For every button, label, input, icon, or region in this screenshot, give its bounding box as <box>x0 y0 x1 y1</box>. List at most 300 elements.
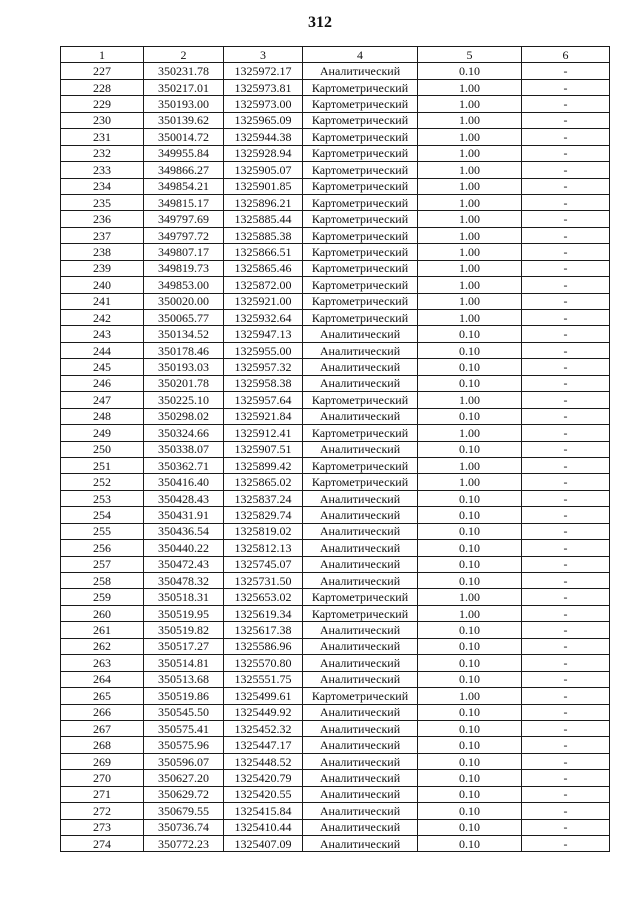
accuracy-cell: 1.00 <box>418 688 522 704</box>
y-coordinate-cell: 1325865.46 <box>224 260 303 276</box>
note-cell: - <box>522 244 610 260</box>
y-coordinate-cell: 1325570.80 <box>224 655 303 671</box>
accuracy-cell: 0.10 <box>418 655 522 671</box>
y-coordinate-cell: 1325551.75 <box>224 671 303 687</box>
y-coordinate-cell: 1325415.84 <box>224 803 303 819</box>
point-number-cell: 248 <box>61 408 144 424</box>
accuracy-cell: 1.00 <box>418 605 522 621</box>
x-coordinate-cell: 350519.86 <box>144 688 224 704</box>
point-number-cell: 263 <box>61 655 144 671</box>
table-row <box>61 589 610 605</box>
table-row <box>61 490 610 506</box>
point-number-cell: 231 <box>61 129 144 145</box>
point-number-cell: 252 <box>61 474 144 490</box>
y-coordinate-cell: 1325872.00 <box>224 277 303 293</box>
point-number-cell: 230 <box>61 112 144 128</box>
column-header: 6 <box>522 47 610 63</box>
accuracy-cell: 1.00 <box>418 457 522 473</box>
point-number-cell: 273 <box>61 819 144 835</box>
y-coordinate-cell: 1325653.02 <box>224 589 303 605</box>
x-coordinate-cell: 350225.10 <box>144 392 224 408</box>
accuracy-cell: 0.10 <box>418 786 522 802</box>
y-coordinate-cell: 1325586.96 <box>224 638 303 654</box>
point-number-cell: 270 <box>61 770 144 786</box>
note-cell: - <box>522 326 610 342</box>
x-coordinate-cell: 349807.17 <box>144 244 224 260</box>
table-row <box>61 342 610 358</box>
x-coordinate-cell: 350736.74 <box>144 819 224 835</box>
table-header-row <box>61 47 610 63</box>
x-coordinate-cell: 349815.17 <box>144 194 224 210</box>
point-number-cell: 250 <box>61 441 144 457</box>
x-coordinate-cell: 350545.50 <box>144 704 224 720</box>
point-number-cell: 247 <box>61 392 144 408</box>
accuracy-cell: 0.10 <box>418 819 522 835</box>
accuracy-cell: 0.10 <box>418 720 522 736</box>
method-cell: Аналитический <box>303 770 418 786</box>
method-cell: Аналитический <box>303 622 418 638</box>
method-cell: Аналитический <box>303 359 418 375</box>
accuracy-cell: 1.00 <box>418 112 522 128</box>
accuracy-cell: 0.10 <box>418 622 522 638</box>
note-cell: - <box>522 457 610 473</box>
table-row <box>61 96 610 112</box>
x-coordinate-cell: 350134.52 <box>144 326 224 342</box>
accuracy-cell: 1.00 <box>418 211 522 227</box>
accuracy-cell: 0.10 <box>418 753 522 769</box>
x-coordinate-cell: 350596.07 <box>144 753 224 769</box>
column-header: 1 <box>61 47 144 63</box>
x-coordinate-cell: 349955.84 <box>144 145 224 161</box>
x-coordinate-cell: 350362.71 <box>144 457 224 473</box>
point-number-cell: 236 <box>61 211 144 227</box>
accuracy-cell: 0.10 <box>418 359 522 375</box>
accuracy-cell: 0.10 <box>418 63 522 79</box>
table-row <box>61 836 610 852</box>
table-row <box>61 720 610 736</box>
y-coordinate-cell: 1325619.34 <box>224 605 303 621</box>
method-cell: Картометрический <box>303 129 418 145</box>
note-cell: - <box>522 408 610 424</box>
accuracy-cell: 1.00 <box>418 277 522 293</box>
y-coordinate-cell: 1325944.38 <box>224 129 303 145</box>
point-number-cell: 262 <box>61 638 144 654</box>
note-cell: - <box>522 342 610 358</box>
point-number-cell: 265 <box>61 688 144 704</box>
table-row <box>61 457 610 473</box>
point-number-cell: 244 <box>61 342 144 358</box>
method-cell: Картометрический <box>303 211 418 227</box>
accuracy-cell: 1.00 <box>418 227 522 243</box>
method-cell: Аналитический <box>303 556 418 572</box>
table-row <box>61 803 610 819</box>
table-row <box>61 277 610 293</box>
accuracy-cell: 0.10 <box>418 573 522 589</box>
x-coordinate-cell: 349797.72 <box>144 227 224 243</box>
table-row <box>61 244 610 260</box>
column-header: 5 <box>418 47 522 63</box>
point-number-cell: 266 <box>61 704 144 720</box>
y-coordinate-cell: 1325866.51 <box>224 244 303 260</box>
y-coordinate-cell: 1325928.94 <box>224 145 303 161</box>
y-coordinate-cell: 1325973.81 <box>224 79 303 95</box>
x-coordinate-cell: 350575.96 <box>144 737 224 753</box>
x-coordinate-cell: 350519.82 <box>144 622 224 638</box>
note-cell: - <box>522 573 610 589</box>
note-cell: - <box>522 425 610 441</box>
coordinates-table <box>60 46 610 852</box>
point-number-cell: 245 <box>61 359 144 375</box>
method-cell: Картометрический <box>303 310 418 326</box>
table-row <box>61 474 610 490</box>
accuracy-cell: 0.10 <box>418 704 522 720</box>
point-number-cell: 237 <box>61 227 144 243</box>
method-cell: Аналитический <box>303 441 418 457</box>
accuracy-cell: 0.10 <box>418 507 522 523</box>
method-cell: Аналитический <box>303 523 418 539</box>
table-row <box>61 753 610 769</box>
accuracy-cell: 1.00 <box>418 392 522 408</box>
table-row <box>61 260 610 276</box>
x-coordinate-cell: 349819.73 <box>144 260 224 276</box>
accuracy-cell: 1.00 <box>418 425 522 441</box>
table-row <box>61 392 610 408</box>
table-row <box>61 655 610 671</box>
x-coordinate-cell: 349853.00 <box>144 277 224 293</box>
note-cell: - <box>522 803 610 819</box>
x-coordinate-cell: 350428.43 <box>144 490 224 506</box>
method-cell: Картометрический <box>303 605 418 621</box>
x-coordinate-cell: 350772.23 <box>144 836 224 852</box>
x-coordinate-cell: 350478.32 <box>144 573 224 589</box>
table-row <box>61 178 610 194</box>
method-cell: Аналитический <box>303 375 418 391</box>
note-cell: - <box>522 310 610 326</box>
x-coordinate-cell: 350679.55 <box>144 803 224 819</box>
point-number-cell: 241 <box>61 293 144 309</box>
point-number-cell: 228 <box>61 79 144 95</box>
method-cell: Картометрический <box>303 96 418 112</box>
accuracy-cell: 0.10 <box>418 556 522 572</box>
y-coordinate-cell: 1325958.38 <box>224 375 303 391</box>
y-coordinate-cell: 1325837.24 <box>224 490 303 506</box>
y-coordinate-cell: 1325907.51 <box>224 441 303 457</box>
y-coordinate-cell: 1325452.32 <box>224 720 303 736</box>
note-cell: - <box>522 145 610 161</box>
note-cell: - <box>522 211 610 227</box>
accuracy-cell: 0.10 <box>418 523 522 539</box>
note-cell: - <box>522 655 610 671</box>
y-coordinate-cell: 1325448.52 <box>224 753 303 769</box>
column-header: 3 <box>224 47 303 63</box>
point-number-cell: 251 <box>61 457 144 473</box>
method-cell: Картометрический <box>303 178 418 194</box>
x-coordinate-cell: 350575.41 <box>144 720 224 736</box>
x-coordinate-cell: 350629.72 <box>144 786 224 802</box>
x-coordinate-cell: 349797.69 <box>144 211 224 227</box>
point-number-cell: 268 <box>61 737 144 753</box>
note-cell: - <box>522 688 610 704</box>
note-cell: - <box>522 277 610 293</box>
method-cell: Аналитический <box>303 836 418 852</box>
table-row <box>61 688 610 704</box>
accuracy-cell: 1.00 <box>418 260 522 276</box>
point-number-cell: 233 <box>61 162 144 178</box>
accuracy-cell: 1.00 <box>418 162 522 178</box>
method-cell: Аналитический <box>303 490 418 506</box>
method-cell: Аналитический <box>303 671 418 687</box>
table-row <box>61 704 610 720</box>
table-row <box>61 310 610 326</box>
note-cell: - <box>522 227 610 243</box>
accuracy-cell: 1.00 <box>418 178 522 194</box>
accuracy-cell: 1.00 <box>418 589 522 605</box>
point-number-cell: 255 <box>61 523 144 539</box>
x-coordinate-cell: 349854.21 <box>144 178 224 194</box>
method-cell: Аналитический <box>303 737 418 753</box>
note-cell: - <box>522 178 610 194</box>
accuracy-cell: 0.10 <box>418 326 522 342</box>
method-cell: Картометрический <box>303 474 418 490</box>
table-row <box>61 425 610 441</box>
y-coordinate-cell: 1325420.79 <box>224 770 303 786</box>
accuracy-cell: 1.00 <box>418 310 522 326</box>
table-row <box>61 786 610 802</box>
y-coordinate-cell: 1325885.38 <box>224 227 303 243</box>
note-cell: - <box>522 523 610 539</box>
note-cell: - <box>522 720 610 736</box>
y-coordinate-cell: 1325410.44 <box>224 819 303 835</box>
x-coordinate-cell: 350440.22 <box>144 540 224 556</box>
table-row <box>61 737 610 753</box>
x-coordinate-cell: 350518.31 <box>144 589 224 605</box>
accuracy-cell: 0.10 <box>418 770 522 786</box>
table-row <box>61 162 610 178</box>
y-coordinate-cell: 1325905.07 <box>224 162 303 178</box>
point-number-cell: 259 <box>61 589 144 605</box>
x-coordinate-cell: 350517.27 <box>144 638 224 654</box>
x-coordinate-cell: 350014.72 <box>144 129 224 145</box>
x-coordinate-cell: 350514.81 <box>144 655 224 671</box>
table-row <box>61 540 610 556</box>
point-number-cell: 229 <box>61 96 144 112</box>
point-number-cell: 256 <box>61 540 144 556</box>
note-cell: - <box>522 836 610 852</box>
y-coordinate-cell: 1325829.74 <box>224 507 303 523</box>
note-cell: - <box>522 112 610 128</box>
y-coordinate-cell: 1325972.17 <box>224 63 303 79</box>
table-row <box>61 622 610 638</box>
y-coordinate-cell: 1325947.13 <box>224 326 303 342</box>
note-cell: - <box>522 556 610 572</box>
x-coordinate-cell: 350065.77 <box>144 310 224 326</box>
table-row <box>61 507 610 523</box>
method-cell: Аналитический <box>303 638 418 654</box>
accuracy-cell: 1.00 <box>418 293 522 309</box>
method-cell: Картометрический <box>303 425 418 441</box>
x-coordinate-cell: 350193.00 <box>144 96 224 112</box>
y-coordinate-cell: 1325420.55 <box>224 786 303 802</box>
point-number-cell: 260 <box>61 605 144 621</box>
table-row <box>61 129 610 145</box>
y-coordinate-cell: 1325812.13 <box>224 540 303 556</box>
method-cell: Картометрический <box>303 112 418 128</box>
y-coordinate-cell: 1325921.00 <box>224 293 303 309</box>
accuracy-cell: 1.00 <box>418 79 522 95</box>
accuracy-cell: 1.00 <box>418 244 522 260</box>
table-row <box>61 523 610 539</box>
point-number-cell: 257 <box>61 556 144 572</box>
accuracy-cell: 0.10 <box>418 671 522 687</box>
note-cell: - <box>522 474 610 490</box>
method-cell: Картометрический <box>303 227 418 243</box>
note-cell: - <box>522 260 610 276</box>
method-cell: Картометрический <box>303 194 418 210</box>
note-cell: - <box>522 622 610 638</box>
y-coordinate-cell: 1325617.38 <box>224 622 303 638</box>
method-cell: Аналитический <box>303 819 418 835</box>
y-coordinate-cell: 1325449.92 <box>224 704 303 720</box>
accuracy-cell: 0.10 <box>418 490 522 506</box>
x-coordinate-cell: 350298.02 <box>144 408 224 424</box>
point-number-cell: 246 <box>61 375 144 391</box>
point-number-cell: 253 <box>61 490 144 506</box>
point-number-cell: 240 <box>61 277 144 293</box>
y-coordinate-cell: 1325921.84 <box>224 408 303 424</box>
table-row <box>61 359 610 375</box>
table-row <box>61 79 610 95</box>
x-coordinate-cell: 350231.78 <box>144 63 224 79</box>
point-number-cell: 242 <box>61 310 144 326</box>
x-coordinate-cell: 350178.46 <box>144 342 224 358</box>
table-row <box>61 375 610 391</box>
method-cell: Аналитический <box>303 704 418 720</box>
y-coordinate-cell: 1325932.64 <box>224 310 303 326</box>
note-cell: - <box>522 392 610 408</box>
method-cell: Аналитический <box>303 573 418 589</box>
point-number-cell: 269 <box>61 753 144 769</box>
note-cell: - <box>522 737 610 753</box>
y-coordinate-cell: 1325955.00 <box>224 342 303 358</box>
note-cell: - <box>522 638 610 654</box>
y-coordinate-cell: 1325896.21 <box>224 194 303 210</box>
accuracy-cell: 1.00 <box>418 96 522 112</box>
method-cell: Аналитический <box>303 753 418 769</box>
note-cell: - <box>522 605 610 621</box>
method-cell: Аналитический <box>303 803 418 819</box>
table-body <box>61 63 610 852</box>
table-row <box>61 145 610 161</box>
note-cell: - <box>522 786 610 802</box>
note-cell: - <box>522 162 610 178</box>
point-number-cell: 274 <box>61 836 144 852</box>
x-coordinate-cell: 350020.00 <box>144 293 224 309</box>
table-row <box>61 293 610 309</box>
x-coordinate-cell: 350513.68 <box>144 671 224 687</box>
point-number-cell: 264 <box>61 671 144 687</box>
note-cell: - <box>522 770 610 786</box>
note-cell: - <box>522 96 610 112</box>
accuracy-cell: 0.10 <box>418 836 522 852</box>
note-cell: - <box>522 441 610 457</box>
note-cell: - <box>522 589 610 605</box>
accuracy-cell: 0.10 <box>418 441 522 457</box>
table-row <box>61 556 610 572</box>
accuracy-cell: 0.10 <box>418 638 522 654</box>
point-number-cell: 258 <box>61 573 144 589</box>
table-row <box>61 441 610 457</box>
x-coordinate-cell: 350431.91 <box>144 507 224 523</box>
note-cell: - <box>522 194 610 210</box>
point-number-cell: 272 <box>61 803 144 819</box>
method-cell: Картометрический <box>303 277 418 293</box>
table-row <box>61 770 610 786</box>
note-cell: - <box>522 704 610 720</box>
method-cell: Аналитический <box>303 408 418 424</box>
table-row <box>61 227 610 243</box>
method-cell: Картометрический <box>303 162 418 178</box>
note-cell: - <box>522 129 610 145</box>
method-cell: Картометрический <box>303 244 418 260</box>
y-coordinate-cell: 1325499.61 <box>224 688 303 704</box>
y-coordinate-cell: 1325957.64 <box>224 392 303 408</box>
note-cell: - <box>522 359 610 375</box>
accuracy-cell: 0.10 <box>418 737 522 753</box>
x-coordinate-cell: 350193.03 <box>144 359 224 375</box>
note-cell: - <box>522 490 610 506</box>
point-number-cell: 227 <box>61 63 144 79</box>
method-cell: Аналитический <box>303 342 418 358</box>
point-number-cell: 239 <box>61 260 144 276</box>
y-coordinate-cell: 1325407.09 <box>224 836 303 852</box>
accuracy-cell: 0.10 <box>418 342 522 358</box>
page-number: 312 <box>308 14 332 31</box>
accuracy-cell: 1.00 <box>418 474 522 490</box>
table-row <box>61 112 610 128</box>
x-coordinate-cell: 350519.95 <box>144 605 224 621</box>
point-number-cell: 238 <box>61 244 144 260</box>
table-row <box>61 211 610 227</box>
point-number-cell: 271 <box>61 786 144 802</box>
method-cell: Аналитический <box>303 655 418 671</box>
point-number-cell: 249 <box>61 425 144 441</box>
note-cell: - <box>522 293 610 309</box>
note-cell: - <box>522 63 610 79</box>
y-coordinate-cell: 1325965.09 <box>224 112 303 128</box>
note-cell: - <box>522 540 610 556</box>
x-coordinate-cell: 350217.01 <box>144 79 224 95</box>
x-coordinate-cell: 350139.62 <box>144 112 224 128</box>
y-coordinate-cell: 1325745.07 <box>224 556 303 572</box>
table-row <box>61 63 610 79</box>
table-row <box>61 573 610 589</box>
x-coordinate-cell: 350201.78 <box>144 375 224 391</box>
note-cell: - <box>522 79 610 95</box>
column-header: 4 <box>303 47 418 63</box>
accuracy-cell: 1.00 <box>418 129 522 145</box>
note-cell: - <box>522 507 610 523</box>
y-coordinate-cell: 1325957.32 <box>224 359 303 375</box>
x-coordinate-cell: 350338.07 <box>144 441 224 457</box>
x-coordinate-cell: 350416.40 <box>144 474 224 490</box>
method-cell: Аналитический <box>303 720 418 736</box>
method-cell: Аналитический <box>303 63 418 79</box>
table-row <box>61 408 610 424</box>
accuracy-cell: 0.10 <box>418 803 522 819</box>
method-cell: Аналитический <box>303 540 418 556</box>
method-cell: Картометрический <box>303 688 418 704</box>
method-cell: Картометрический <box>303 293 418 309</box>
